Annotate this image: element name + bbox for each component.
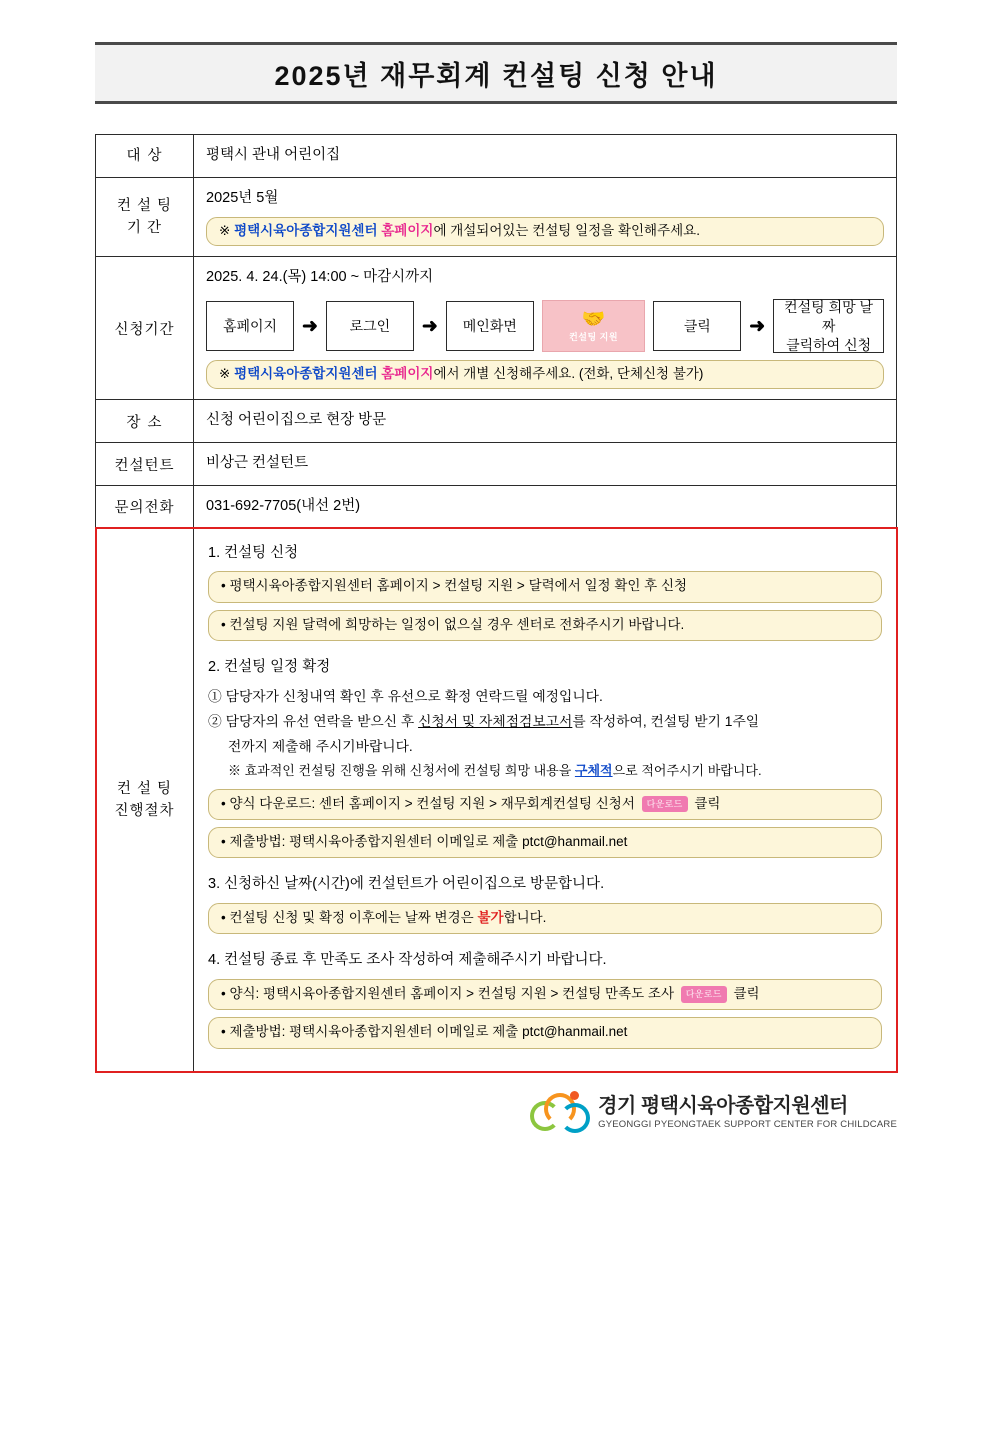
center-logo-icon — [530, 1089, 588, 1129]
row-label-target-2: 상 — [147, 148, 163, 164]
row-label-procedure-1: 컨 설 팅 — [116, 780, 173, 797]
row-label-place-2: 소 — [147, 414, 163, 431]
row-label-target-1: 대 — [126, 148, 148, 164]
row-label-procedure-2: 진행절차 — [114, 803, 175, 820]
row-value-phone: 031-692-7705(내선 2번) — [194, 485, 897, 528]
table-row-procedure — [96, 528, 897, 1072]
table-row-phone — [96, 485, 897, 528]
row-value-place: 신청 어린이집으로 현장 방문 — [194, 400, 897, 443]
procedure-step4-submit-bullet: • 제출방법: 평택시육아종합지원센터 이메일로 제출 ptct@hanmail.net — [208, 1017, 882, 1048]
handshake-icon — [542, 300, 645, 352]
procedure-step2-note-b: 으로 적어주시기 바랍니다. — [612, 762, 762, 778]
procedure-step2-line2-b: 를 작성하여, 컨설팅 받기 1주일 — [572, 713, 760, 729]
download-badge-1[interactable]: 다운로드 — [642, 796, 688, 812]
period-value-text: 2025년 5월 — [206, 190, 279, 207]
procedure-step2-form-text-a: • 양식 다운로드: 센터 홈페이지 > 컨설팅 지원 > 재무회계컨설팅 신청서 — [221, 795, 639, 811]
procedure-step3-bullet-emphasis: 불가 — [477, 910, 504, 926]
flow-step-login: 로그인 — [326, 301, 414, 351]
flow-step-click: 클릭 — [653, 301, 741, 351]
target-value-text: 평택시 관내 어린이집 — [206, 147, 341, 164]
row-label-procedure — [96, 528, 194, 1072]
period-note-prefix: ※ — [219, 223, 235, 239]
table-row-apply — [96, 257, 897, 400]
table-row-place — [96, 400, 897, 443]
apply-value-text: 2025. 4. 24.(목) 14:00 ~ 마감시까지 — [206, 269, 434, 286]
procedure-step4-form-bullet — [208, 979, 882, 1010]
footer-logo — [0, 1089, 897, 1130]
document-page — [0, 42, 992, 1445]
period-note-link: 홈페이지 — [381, 223, 434, 239]
procedure-step2-title: 2. 컨설팅 일정 확정 — [208, 658, 331, 675]
apply-flow-diagram — [206, 299, 884, 353]
row-value-target — [194, 135, 897, 178]
row-label-period-2: 기 간 — [126, 220, 163, 237]
row-value-consultant: 비상근 컨설턴트 — [194, 443, 897, 486]
logo-dot — [570, 1091, 579, 1100]
apply-note-org: 평택시육아종합지원센터 — [234, 366, 382, 382]
procedure-step2-form-bullet — [208, 789, 882, 820]
procedure-step2-note-a: ※ 효과적인 컨설팅 진행을 위해 신청서에 컨설팅 희망 내용을 — [228, 762, 575, 778]
info-table — [95, 134, 897, 1073]
procedure-step2-submit-bullet: • 제출방법: 평택시육아종합지원센터 이메일로 제출 ptct@hanmail.net — [208, 827, 882, 858]
procedure-step1-bullet-1: • 평택시육아종합지원센터 홈페이지 > 컨설팅 지원 > 달력에서 일정 확인 후 신청 — [208, 571, 882, 602]
arrow-right-icon-3: ➜ — [749, 315, 766, 337]
apply-note — [206, 360, 884, 389]
procedure-step2-note — [208, 761, 882, 781]
procedure-step4-title: 4. 컨설팅 종료 후 만족도 조사 작성하여 제출해주시기 바랍니다. — [208, 952, 607, 969]
apply-note-link: 홈페이지 — [381, 366, 434, 382]
procedure-step2-line2-a: ② 담당자의 유선 연락을 받으신 후 — [208, 713, 419, 729]
row-value-period — [194, 178, 897, 257]
row-label-consultant: 컨설턴트 — [96, 443, 194, 486]
arrow-right-icon-2: ➜ — [421, 315, 438, 337]
procedure-step1-title: 1. 컨설팅 신청 — [208, 544, 299, 561]
download-badge-2[interactable]: 다운로드 — [681, 986, 727, 1002]
procedure-step3-bullet-a: • 컨설팅 신청 및 확정 이후에는 날짜 변경은 — [221, 910, 478, 926]
table-row-period — [96, 178, 897, 257]
row-label-period-1: 컨 설 팅 — [116, 197, 173, 214]
logo-text-block — [598, 1089, 897, 1130]
row-label-place-1: 장 — [126, 414, 148, 431]
procedure-step2-note-emphasis: 구체적 — [574, 762, 613, 778]
flow-step-select-date-line1: 컨설팅 희망 날짜 — [784, 298, 874, 334]
apply-note-prefix: ※ — [219, 366, 235, 382]
row-label-place — [96, 400, 194, 443]
procedure-step1-bullet-2: • 컨설팅 지원 달력에 희망하는 일정이 없으실 경우 센터로 전화주시기 바랍니다. — [208, 610, 882, 641]
logo-text-korean: 경기 평택시육아종합지원센터 — [598, 1094, 848, 1117]
apply-note-suffix: 에서 개별 신청해주세요. (전화, 단체신청 불가) — [433, 366, 704, 382]
procedure-step3-title: 3. 신청하신 날짜(시간)에 컨설턴트가 어린이집으로 방문합니다. — [208, 876, 605, 893]
procedure-step4-form-text-b: 클릭 — [729, 986, 760, 1002]
logo-text-english: GYEONGGI PYEONGTAEK SUPPORT CENTER FOR CHILDCARE — [598, 1118, 897, 1130]
table-row-target — [96, 135, 897, 178]
period-note-suffix: 에 개설되어있는 컨설팅 일정을 확인해주세요. — [433, 223, 700, 239]
row-label-period — [96, 178, 194, 257]
period-note — [206, 217, 884, 246]
row-label-apply: 신청기간 — [96, 257, 194, 400]
procedure-step2-line2-cont: 전까지 제출해 주시기바랍니다. — [228, 738, 413, 754]
row-label-phone: 문의전화 — [96, 485, 194, 528]
logo-circle-blue — [560, 1103, 590, 1133]
procedure-step2-line2 — [208, 711, 882, 733]
period-note-org: 평택시육아종합지원센터 — [234, 223, 382, 239]
row-value-procedure — [194, 528, 897, 1072]
procedure-step2-line2-underline: 신청서 및 자체점검보고서 — [418, 713, 573, 729]
flow-step-mainscreen: 메인화면 — [446, 301, 534, 351]
handshake-glyph: 🤝 — [581, 308, 606, 330]
procedure-step3-bullet-b: 합니다. — [503, 910, 547, 926]
row-value-apply — [194, 257, 897, 400]
flow-step-homepage: 홈페이지 — [206, 301, 294, 351]
arrow-right-icon-1: ➜ — [302, 315, 318, 337]
row-label-target — [96, 135, 194, 178]
flow-step-select-date — [773, 299, 884, 353]
table-row-consultant — [96, 443, 897, 486]
document-title-band — [95, 42, 897, 104]
page-title: 2025년 재무회계 컨설팅 신청 안내 — [274, 60, 718, 91]
procedure-step2-line1: ① 담당자가 신청내역 확인 후 유선으로 확정 연락드릴 예정입니다. — [208, 688, 603, 704]
procedure-step3-bullet — [208, 903, 882, 934]
flow-step-select-date-line2: 클릭하여 신청 — [786, 336, 872, 353]
procedure-step2-form-text-b: 클릭 — [690, 795, 721, 811]
procedure-step4-form-text-a: • 양식: 평택시육아종합지원센터 홈페이지 > 컨설팅 지원 > 컨설팅 만족도 조사 — [221, 986, 678, 1002]
flow-banner-caption: 컨설팅 지원 — [569, 331, 619, 342]
